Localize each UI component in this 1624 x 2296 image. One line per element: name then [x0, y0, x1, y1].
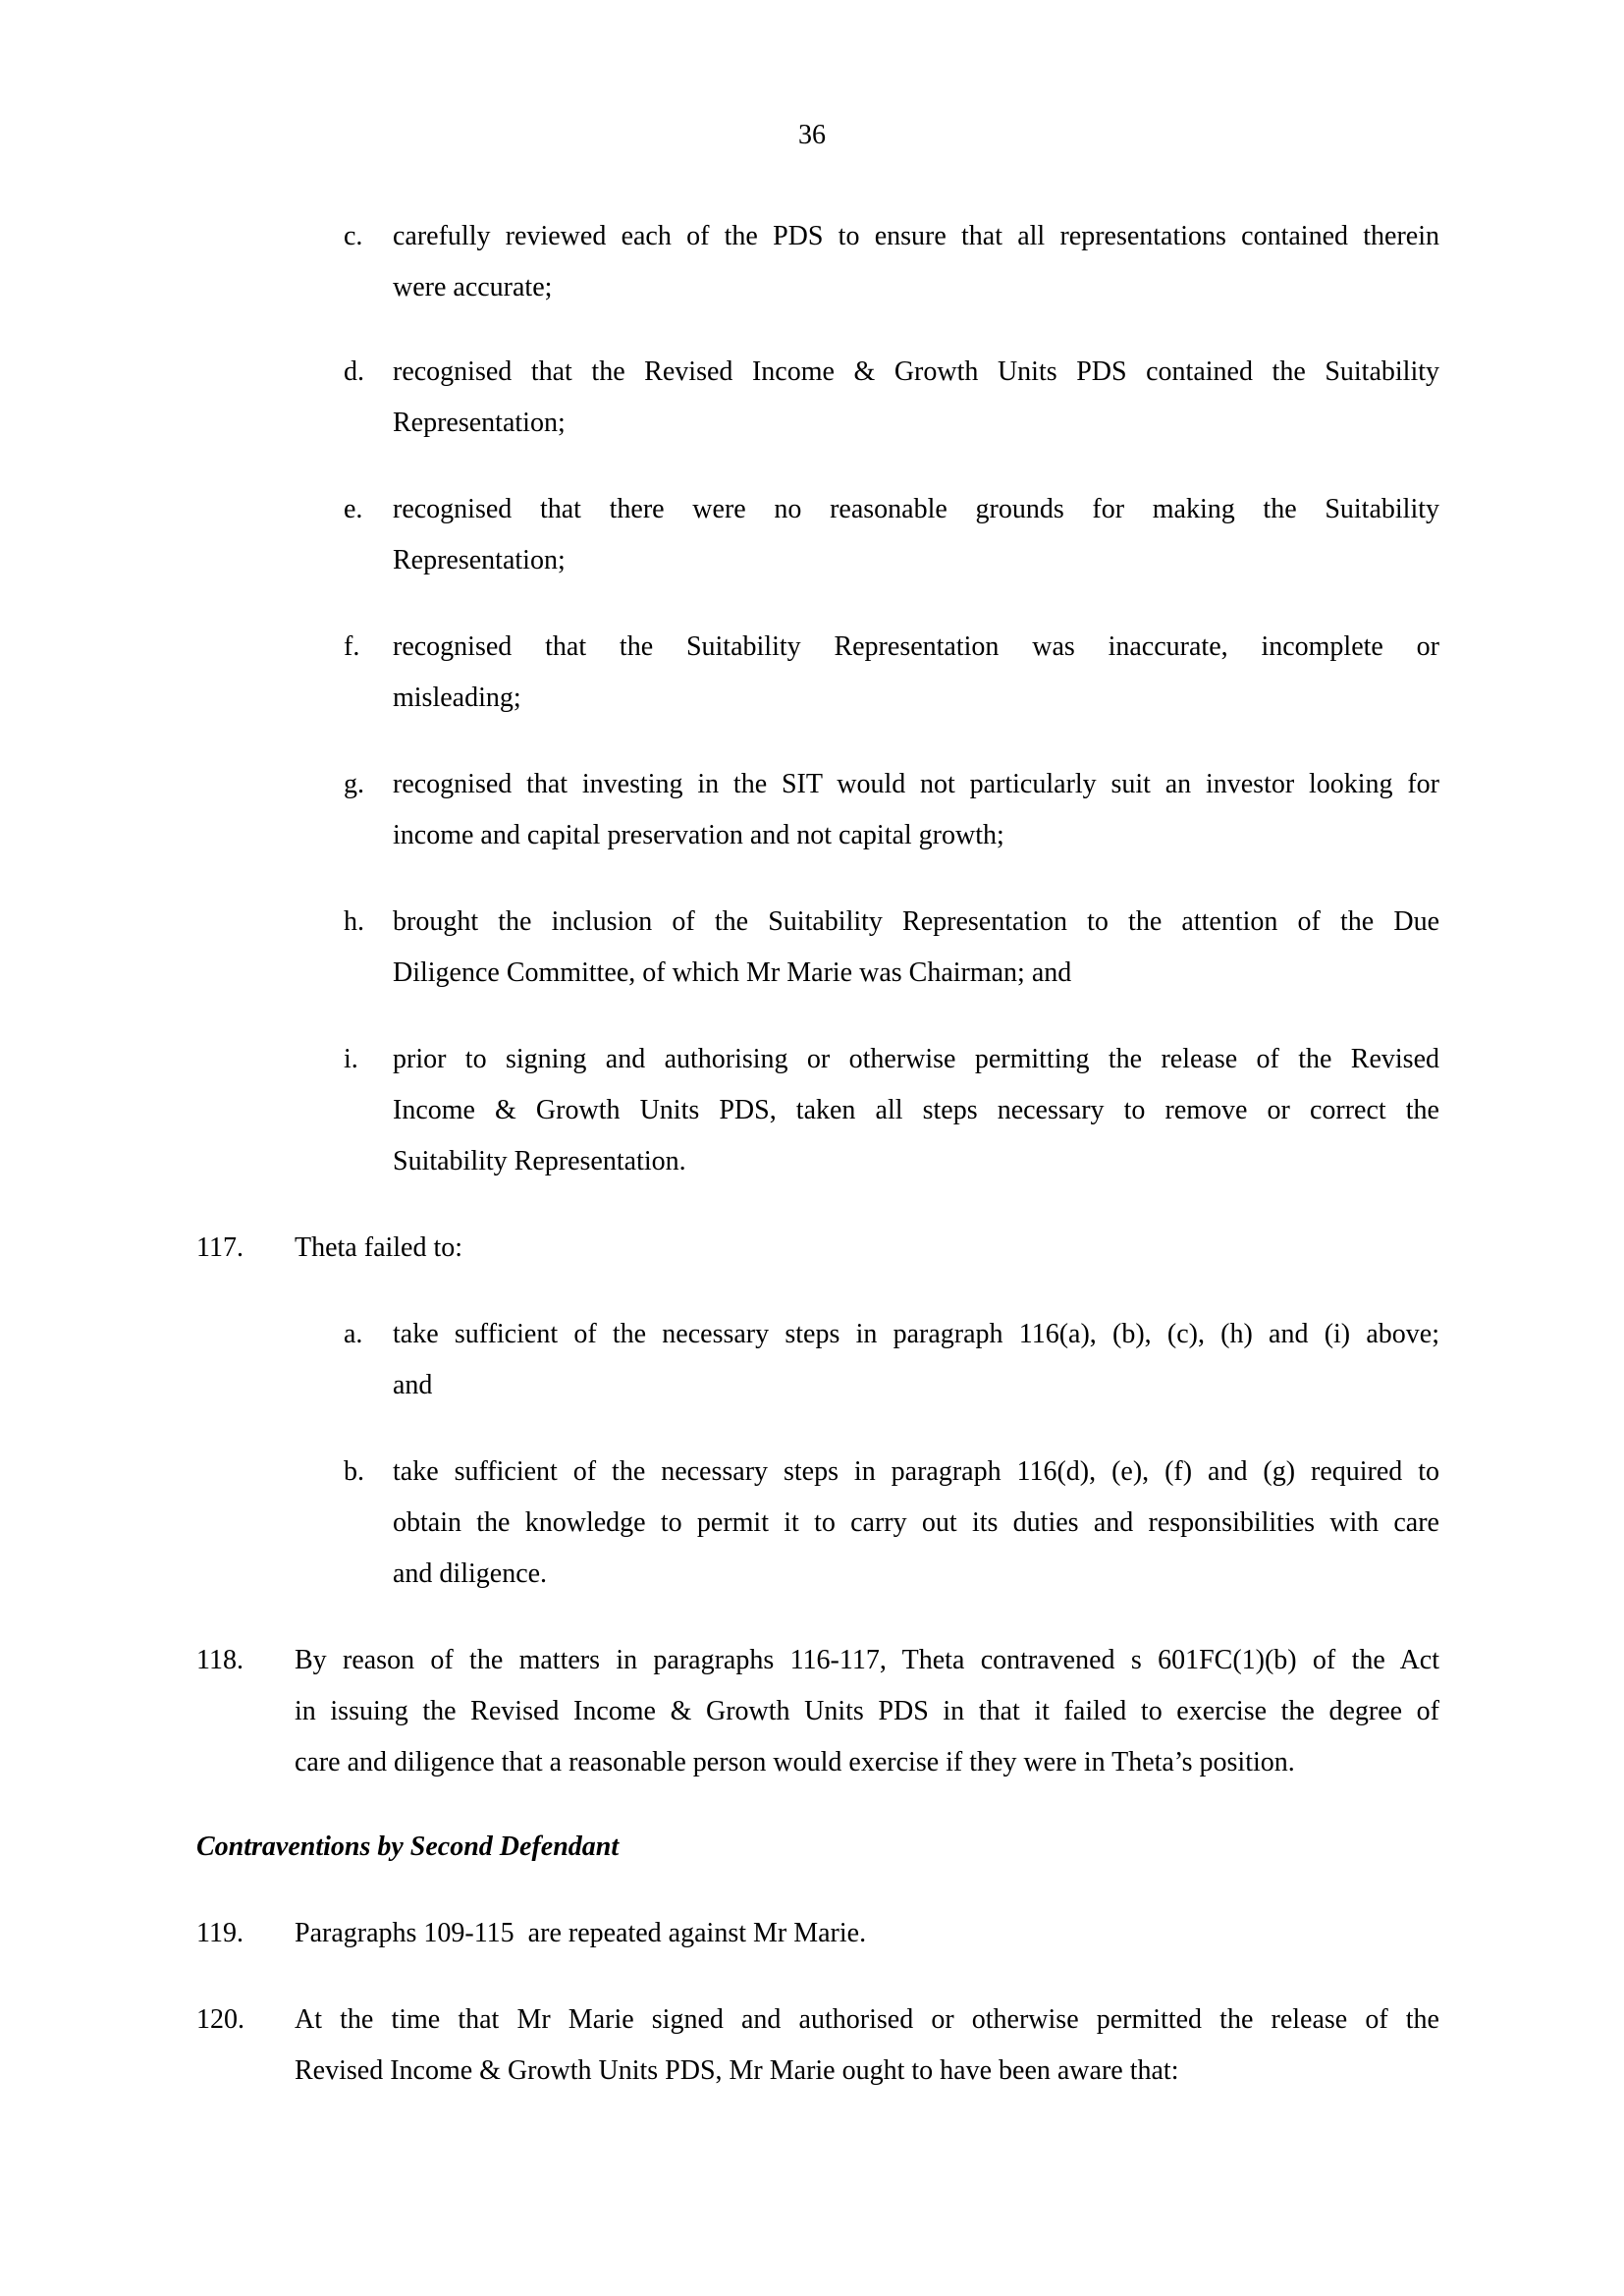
paragraph-number: 117. — [196, 1232, 244, 1263]
text-line: brought the inclusion of the Suitability Representation to the attention of the Due — [393, 906, 1439, 937]
list-item-text — [393, 759, 1439, 861]
text-line: obtain the knowledge to permit it to carry out its duties and responsibilities with care — [393, 1507, 1439, 1538]
list-item-text — [393, 1309, 1439, 1411]
list-item-letter: i. — [344, 1044, 358, 1074]
paragraph-text: Theta failed to: — [295, 1232, 463, 1263]
text-line: in issuing the Revised Income & Growth Units PDS in that it failed to exercise the degree of — [295, 1696, 1439, 1726]
text-line: and — [393, 1370, 433, 1400]
list-item-text — [393, 1447, 1439, 1600]
text-line: By reason of the matters in paragraphs 116-117, Theta contravened s 601FC(1)(b) of the Act — [295, 1645, 1439, 1675]
list-item-text — [393, 622, 1439, 724]
paragraph-number: 119. — [196, 1918, 244, 1948]
list-item-letter: g. — [344, 769, 364, 799]
list-item-letter: f. — [344, 631, 360, 662]
list-item-letter: a. — [344, 1319, 363, 1349]
list-item-letter: h. — [344, 906, 364, 937]
text-line: recognised that investing in the SIT would not particularly suit an investor looking for — [393, 769, 1439, 799]
list-item-text — [393, 484, 1439, 586]
paragraph-text — [295, 1995, 1439, 2097]
paragraph-number: 118. — [196, 1645, 244, 1675]
text-line: Representation; — [393, 408, 566, 438]
text-line: and diligence. — [393, 1558, 548, 1589]
list-item-letter: d. — [344, 356, 364, 387]
list-item-text — [393, 347, 1439, 449]
text-line: prior to signing and authorising or otherwise permitting the release of the Revised — [393, 1044, 1439, 1074]
text-line: take sufficient of the necessary steps in paragraph 116(d), (e), (f) and (g) required to — [393, 1456, 1439, 1487]
list-item-letter: c. — [344, 221, 363, 251]
list-item-letter: b. — [344, 1456, 364, 1487]
paragraph-text — [295, 1635, 1439, 1788]
text-line: recognised that there were no reasonable grounds for making the Suitability — [393, 494, 1439, 524]
list-item-text — [393, 897, 1439, 999]
text-line: recognised that the Revised Income & Growth Units PDS contained the Suitability — [393, 356, 1439, 387]
text-line: Income & Growth Units PDS, taken all steps necessary to remove or correct the — [393, 1095, 1439, 1125]
list-item-letter: e. — [344, 494, 363, 524]
text-line: Suitability Representation. — [393, 1146, 686, 1176]
page-number: 36 — [798, 120, 826, 150]
list-item-text — [393, 211, 1439, 313]
text-line: were accurate; — [393, 272, 553, 302]
text-line: misleading; — [393, 683, 521, 713]
section-heading: Contraventions by Second Defendant — [196, 1831, 620, 1862]
text-line: Diligence Committee, of which Mr Marie was Chairman; and — [393, 957, 1072, 988]
text-line: income and capital preservation and not capital growth; — [393, 820, 1004, 850]
list-item-text — [393, 1034, 1439, 1187]
text-line: take sufficient of the necessary steps in paragraph 116(a), (b), (c), (h) and (i) above; — [393, 1319, 1439, 1349]
paragraph-text: Paragraphs 109-115 are repeated against Mr Marie. — [295, 1918, 867, 1948]
text-line: carefully reviewed each of the PDS to ensure that all representations contained therein — [393, 221, 1439, 251]
text-line: recognised that the Suitability Representation was inaccurate, incomplete or — [393, 631, 1439, 662]
text-line: Representation; — [393, 545, 566, 575]
paragraph-number: 120. — [196, 2004, 244, 2035]
text-line: Revised Income & Growth Units PDS, Mr Marie ought to have been aware that: — [295, 2055, 1179, 2086]
text-line: At the time that Mr Marie signed and authorised or otherwise permitted the release of the — [295, 2004, 1439, 2035]
text-line: care and diligence that a reasonable person would exercise if they were in Theta’s position. — [295, 1747, 1295, 1777]
